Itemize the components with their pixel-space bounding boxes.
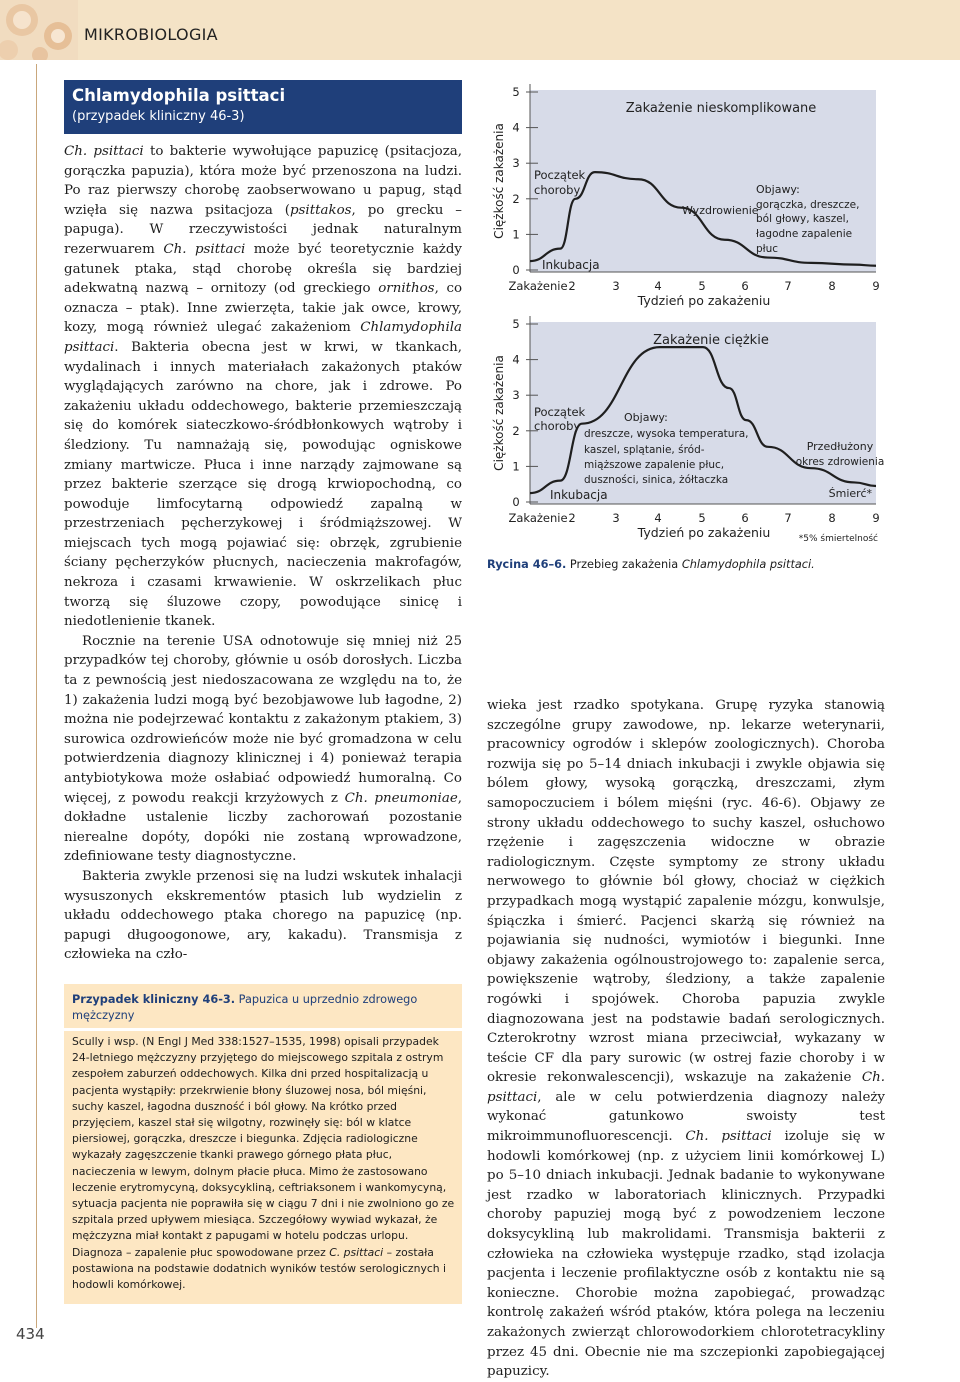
chart-title: Zakażenie nieskomplikowane bbox=[625, 101, 817, 116]
y-tick-label: 3 bbox=[512, 388, 520, 403]
y-tick-label: 3 bbox=[512, 156, 520, 171]
y-tick-label: 5 bbox=[512, 85, 520, 99]
chart-annotation: Początek bbox=[534, 168, 586, 182]
x-tick-label: 2 bbox=[568, 511, 576, 525]
chart-annotation: kaszel, splątanie, śród- bbox=[584, 444, 705, 456]
figure-caption-text: Przebieg zakażenia bbox=[569, 558, 679, 571]
chart-annotation: Inkubacja bbox=[542, 258, 600, 272]
chart-annotation: Wyzdrowienie bbox=[682, 204, 759, 217]
chart-annotation: Początek bbox=[534, 405, 586, 419]
chart-title: Zakażenie ciężkie bbox=[653, 333, 769, 348]
chart-annotation: Inkubacja bbox=[550, 488, 608, 502]
paragraph: Ch. psittaci to bakterie wywołujące papuzicę (psitacjoza, gorączka papuzia), która może być przenoszona na ludzi. Po raz pierwszy chorobę zaobserwowano u papug, stąd wzięła się nazwa psitacjoza (psittakos, po grecku – papuga). W rzeczywistości jednak naturalnym rezerwuarem Ch. psittaci może być teoretycznie każdy gatunek ptaka, stąd chorobę określa się bardziej adekwatną nazwą – ornitozy (od greckiego ornithos, co oznacza – ptak). Inne zwierzęta, takie jak owce, krowy, kozy, mogą również ulegać zakażeniom Chlamydophila psittaci. Bakteria obecna jest w krwi, w tkankach, wydalinach i innych materiałach zakażonych ptaków wyglądających zarówno na chore, jak i zdrowe. Po zakażeniu układu oddechowego, bakterie przemieszczają się do komórek siateczkowo-śródbłonkowych wątroby i śledziony. Tu namnażają się, powodując ogniskowe zmiany martwicze. Płuca i inne narządy zajmowane są przez bakterie szerzące się drogą krwiopochodną, co powoduje limfocytarną odpowiedź zapalną w przestrzeniach pęcherzykowej i śródmiąższowej. W miejscach tych mogą pojawiać się: obrzęk, zgrubienie ściany pęcherzyków płucnych, nacieczenia makrofagów, nekroza i czasami krwawienie. W oskrzelikach płuc tworzą się śluzowe czopy, powodujące sinicę i niedotlenienie tkanek. bbox=[64, 144, 463, 630]
x-tick-label: Zakażenie bbox=[508, 511, 568, 525]
right-column-text bbox=[487, 696, 885, 1382]
x-tick-label: 6 bbox=[741, 279, 749, 293]
chart-annotation: choroby bbox=[534, 419, 581, 433]
x-tick-label: 2 bbox=[568, 279, 576, 293]
x-tick-label: 4 bbox=[654, 511, 662, 525]
y-tick-label: 5 bbox=[512, 317, 520, 331]
y-tick-label: 4 bbox=[512, 352, 520, 367]
chart-annotation: choroby bbox=[534, 183, 581, 197]
y-tick-label: 2 bbox=[512, 191, 520, 206]
x-tick-label: 3 bbox=[612, 511, 620, 525]
clinical-case-body: Scully i wsp. (N Engl J Med 338:1527–1535, 1998) opisali przypadek 24-letniego mężczyzny przyjętego do miejscowego szpitala z ostrym zespołem zaburzeń oddechowych. Kilka dni przed hospitalizacją u pacjenta wystąpiły: przekrwienie błony śluzowej nosa, ból mięśni, suchy kaszel, łagodna duszność i ból głowy. Na krótko przed przyjęciem, kaszel stał się wilgotny, rozwinęły się: ból w klatce piersiowej, gorączka, dreszcze i biegunka. Zdjęcia radiologiczne wykazały zagęszczenie tkanki prawego górnego płata płuc, nacieczenia w lewym, dolnym płacie płuca. Mimo że zastosowano leczenie erytromycyną, doksycykliną, ceftriaksonem i wankomycyną, sytuacja pacjenta nie poprawiła się w ciągu 7 dni i nie zwolniono go ze szpitala przed upływem miesiąca. Szczegółowy wywiad wykazał, że mężczyzna miał kontakt z papugami w hotelu podczas urlopu. Diagnoza – zapalenie płuc spowodowane przez C. psittaci – została postawiona na podstawie dodatnich wyników testów serologicznych i hodowli komórkowej. bbox=[72, 1035, 455, 1292]
x-tick-label: 6 bbox=[741, 511, 749, 525]
chart-annotation: Śmierć* bbox=[828, 487, 872, 500]
paragraph: Bakteria zwykle przenosi się na ludzi wskutek inhalacji wysuszonych ekskrementów ptasich lub wydzielin z układu oddechowego ptaka chorego na papuzicę (np. papugi długoogonowe, ary, kakadu). Transmisja z człowieka na czło- bbox=[64, 868, 462, 963]
clinical-case-box bbox=[64, 984, 462, 1304]
y-tick-label: 0 bbox=[512, 263, 520, 277]
chart-annotation: Objawy: bbox=[756, 183, 800, 196]
section-label: MIKROBIOLOGIA bbox=[84, 25, 218, 44]
x-tick-label: 5 bbox=[698, 279, 706, 293]
page-number: 434 bbox=[16, 1325, 45, 1343]
chart-annotation: *5% śmiertelność bbox=[798, 534, 878, 544]
clinical-case-title: Papuzica u uprzednio zdrowego mężczyzny bbox=[72, 993, 418, 1022]
clinical-case-label: Przypadek kliniczny 46-3. bbox=[72, 993, 236, 1006]
y-tick-label: 0 bbox=[512, 495, 520, 509]
x-tick-label: Zakażenie bbox=[508, 279, 568, 293]
paragraph: Rocznie na terenie USA odnotowuje się mniej niż 25 przypadków tej choroby, głównie u osób dorosłych. Liczba ta z pewnością jest niedoszacowana ze względu na to, że 1) zakażenia ludzi mogą być bezobjawowe lub łagodne, 2) można nie podejrzewać kontaktu z zakażonym ptakiem, 3) surowica ozdrowieńców może nie być gromadzona w celu potwierdzenia diagnozy klinicznej i 4) ponieważ terapia antybiotykowa może osłabiać odpowiedź humoralną. Co więcej, z powodu reakcji krzyżowych z Ch. pneumoniae, dokładne ustalenie liczby zachorowań pozostanie nierealne dopóty, dopóki nie zostaną wprowadzone, zdefiniowane testy diagnostyczne. bbox=[64, 633, 463, 865]
clinical-case-header bbox=[64, 984, 462, 1031]
figure-caption-label: Rycina 46–6. bbox=[487, 558, 567, 571]
chart-annotation: dreszcze, wysoka temperatura, bbox=[584, 428, 749, 440]
x-tick-label: 8 bbox=[828, 511, 836, 525]
chart-annotation: gorączka, dreszcze, bbox=[756, 199, 860, 211]
y-axis-title: Ciężkość zakażenia bbox=[492, 123, 506, 239]
x-tick-label: 4 bbox=[654, 279, 662, 293]
y-tick-label: 1 bbox=[512, 227, 520, 242]
chart-annotation: płuc bbox=[756, 243, 779, 255]
y-tick-label: 1 bbox=[512, 459, 520, 474]
x-tick-label: 9 bbox=[872, 511, 880, 525]
y-tick-label: 4 bbox=[512, 120, 520, 135]
left-column-text bbox=[64, 142, 462, 965]
header-illustration bbox=[0, 0, 78, 60]
section-title: Chlamydophila psittaci bbox=[72, 86, 286, 105]
section-subtitle: (przypadek kliniczny 46-3) bbox=[72, 109, 245, 124]
chart-annotation: ból głowy, kaszel, bbox=[756, 213, 849, 225]
x-tick-label: 3 bbox=[612, 279, 620, 293]
figure-caption-species: Chlamydophila psittaci. bbox=[681, 558, 815, 571]
margin-rule bbox=[36, 64, 37, 1328]
x-tick-label: 7 bbox=[784, 279, 792, 293]
x-tick-label: 8 bbox=[828, 279, 836, 293]
chart-annotation: łagodne zapalenie bbox=[756, 228, 853, 240]
paragraph: wieka jest rzadko spotykana. Grupę ryzyka stanowią szczególne grupy zawodowe, np. lekarze weterynarii, pracownicy ogrodów i sklepów zoologicznych). Choroba rozwija się po 5–14 dniach inkubacji i zwykle objawia się bólem głowy, wysoką gorączką, dreszczami, złym samopoczuciem i bólem mięśni (ryc. 46-6). Objawy ze strony układu oddechowego to suchy kaszel, osłuchowo rzężenie i zagęszczenia widoczne w obrazie radiologicznym. Częste symptomy ze strony układu nerwowego to głównie ból głowy, chociaż w ciężkich przypadkach mogą wystąpić zapalenie mózgu, konwulsje, śpiączka i śmierć. Pacjenci skarżą się również na pojawiania się nudności, wymiotów i biegunki. Inne objawy zakażenia ogólnoustrojowego to: zapalenie serca, powiększenie wątroby, śledziony, a także zapalenie rogówki i spojówek. Choroba papuzia zwykle diagnozowana jest na podstawie badań serologicznych. Czterokrotny wzrost miana przeciwciał, wykazany w teście CF dla pary surowic (w ostrej fazie choroby i w okresie rekonwalescencji), wskazuje na zakażenie Ch. psittaci, ale w celu potwierdzenia diagnozy należy wykonać gatunkowo swoisty test mikroimmunofluorescencji. Ch. psittaci izoluje się w hodowli komórkowej (np. z użyciem linii komórkowej L) po 5–10 dniach inkubacji. Jednak badanie to wykonywane jest rzadko w laboratoriach klinicznych. Przypadki choroby papuziej mogą być z powodzeniem leczone doksycykliną lub makrolidami. Transmisja bakterii z człowieka na człowieka występuje rzadko, stąd izolacja pacjenta i leczenie profilaktyczne osób z kontaktu nie są konieczne. Chorobie można zapobiegać, prowadząc kontrolę zakażeń wśród ptaków, która polega na leczeniu zakażonych zwierząt chlorowodorkiem chlorotetracykliny przez 45 dni. Obecnie nie ma szczepionki zapobiegającej papuzicy. bbox=[487, 698, 885, 1380]
chart-annotation: Przedłużony bbox=[806, 440, 874, 453]
y-axis-title: Ciężkość zakażenia bbox=[492, 355, 506, 471]
chart-annotation: Objawy: bbox=[624, 411, 668, 424]
x-tick-label: 5 bbox=[698, 511, 706, 525]
chart-annotation: duszności, sinica, żółtaczka bbox=[584, 474, 729, 486]
y-tick-label: 2 bbox=[512, 423, 520, 438]
figure-caption bbox=[487, 558, 815, 571]
chart-annotation: okres zdrowienia bbox=[795, 456, 885, 468]
x-axis-title: Tydzień po zakażeniu bbox=[637, 293, 771, 308]
x-tick-label: 9 bbox=[872, 279, 880, 293]
section-title-box bbox=[64, 80, 462, 134]
x-axis-title: Tydzień po zakażeniu bbox=[637, 525, 771, 540]
infection-course-figure bbox=[486, 64, 896, 564]
x-tick-label: 7 bbox=[784, 511, 792, 525]
chart-annotation: miąższowe zapalenie płuc, bbox=[584, 459, 725, 471]
